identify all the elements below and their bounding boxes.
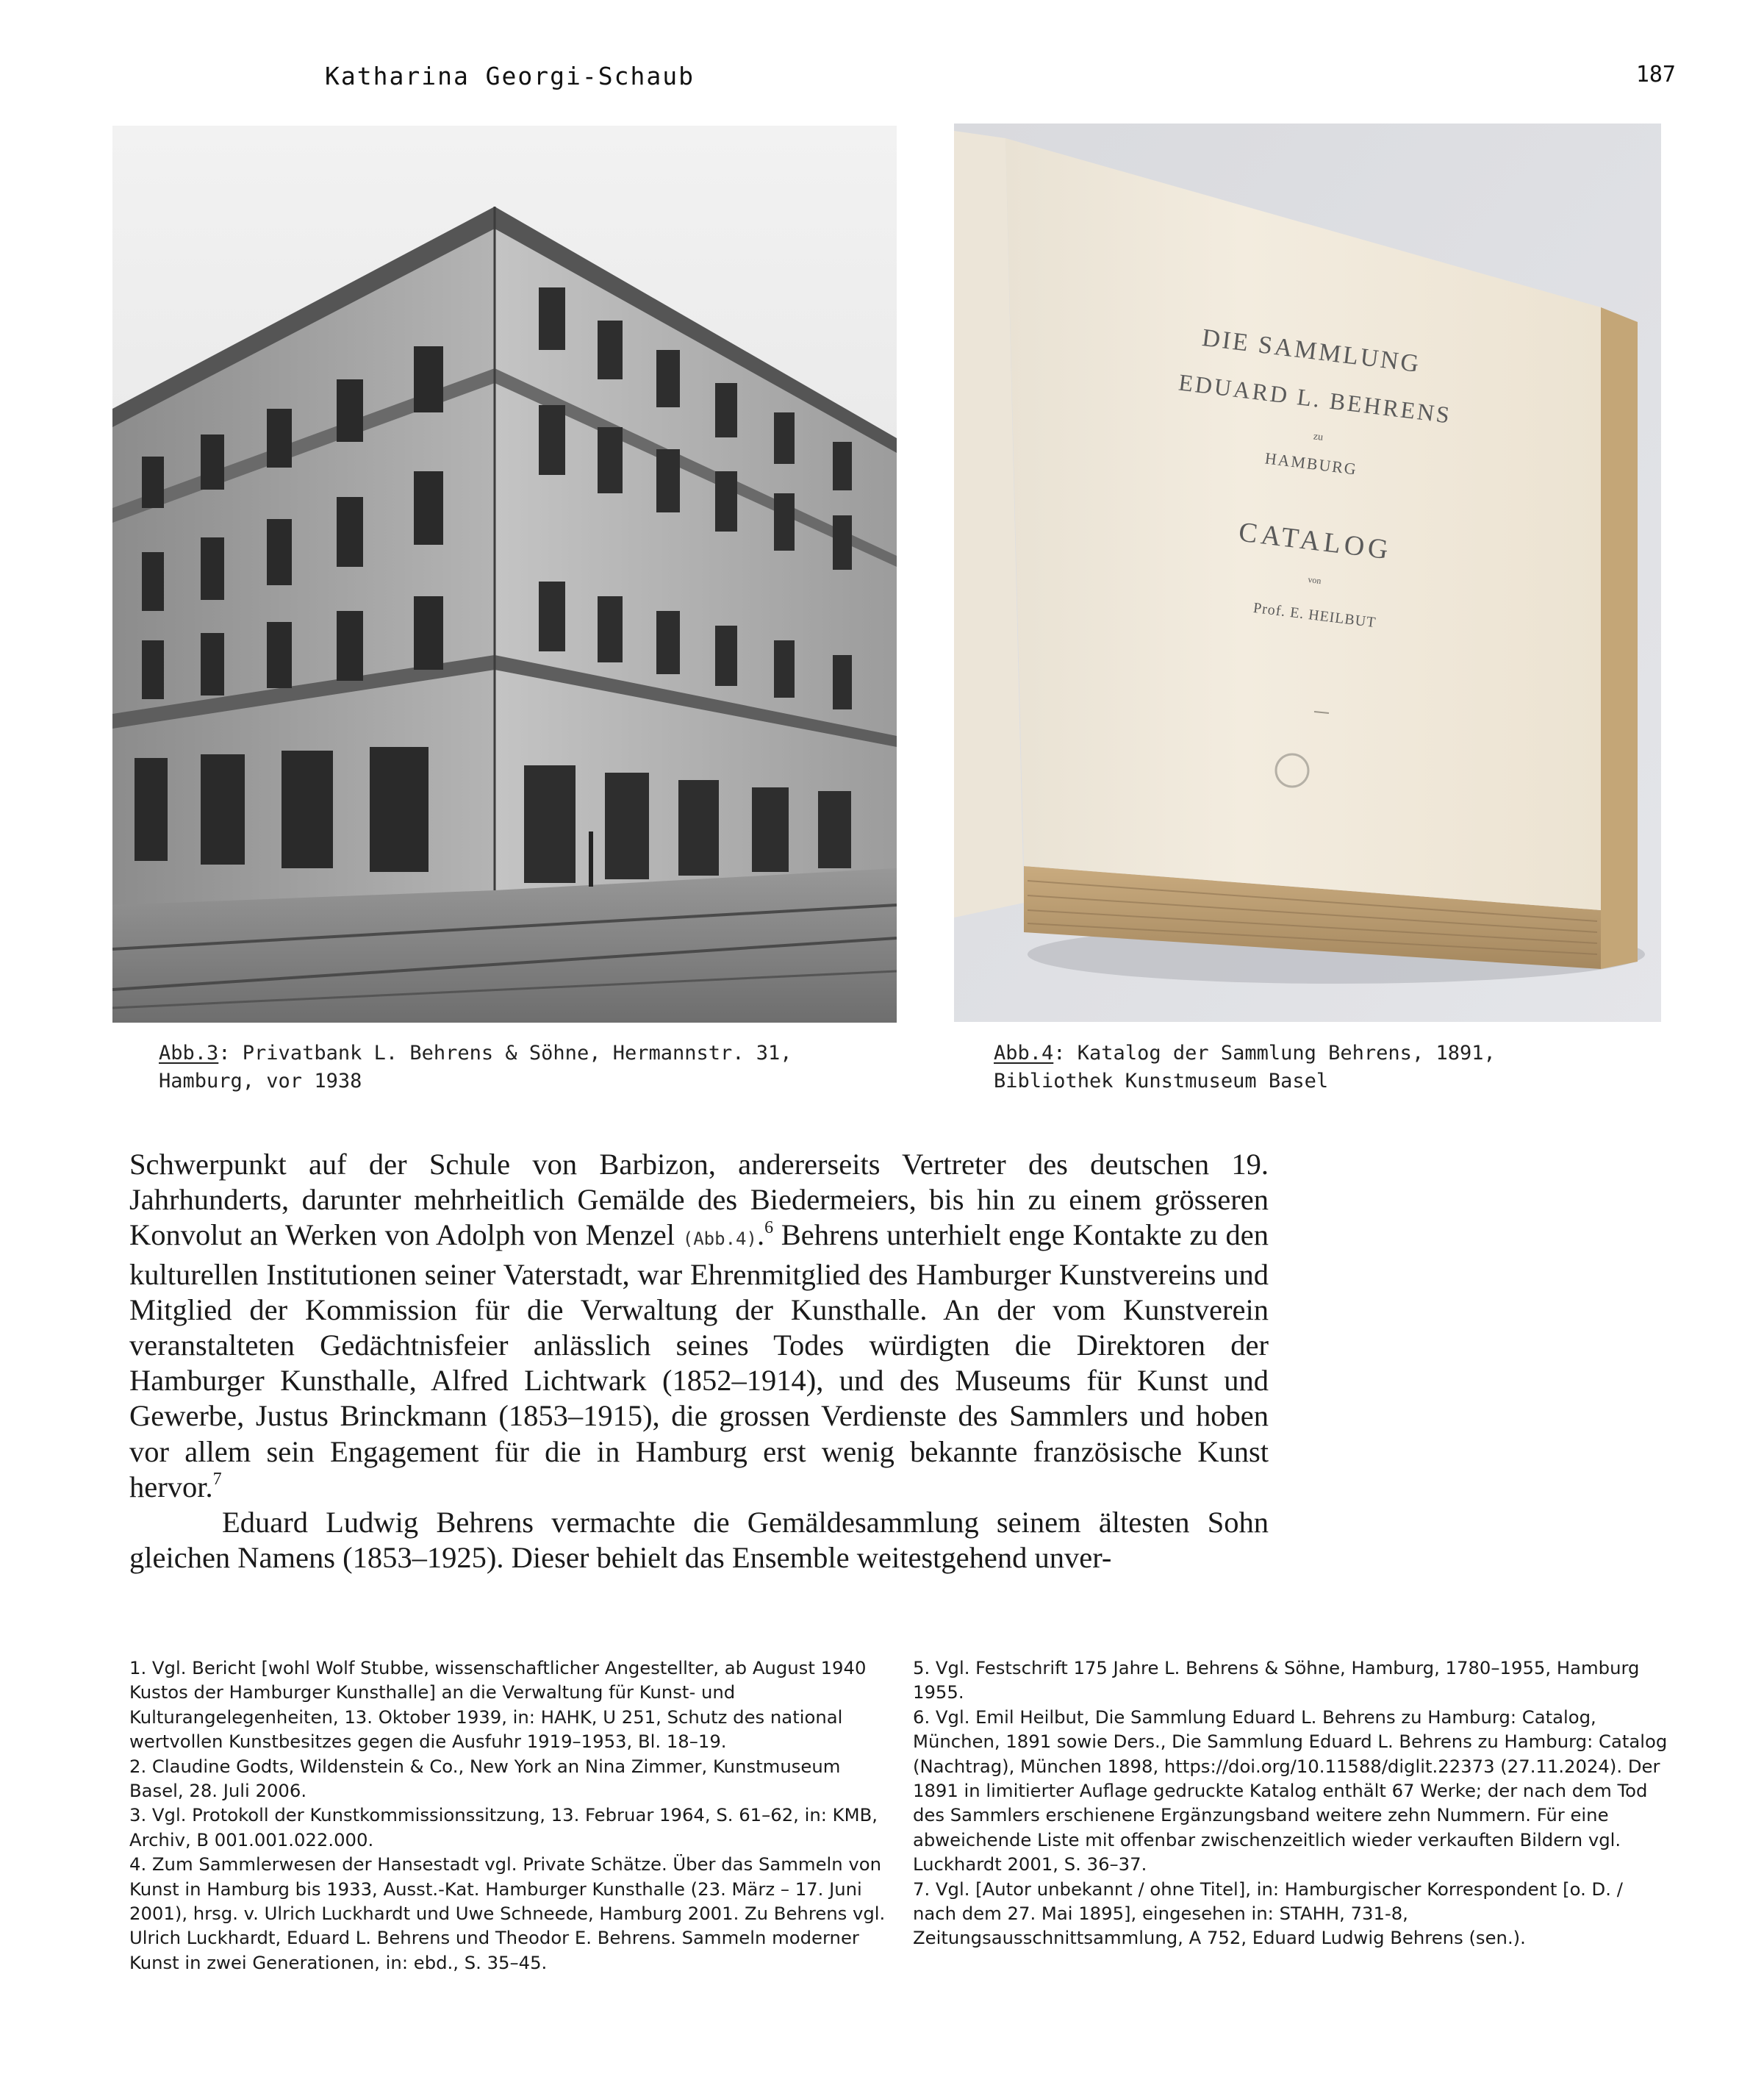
footnote-marker-6[interactable]: 6 xyxy=(764,1217,774,1237)
book-title-line-2: EDUARD L. BEHRENS xyxy=(1177,368,1453,429)
footnote-2: 2. Claudine Godts, Wildenstein & Co., New York an Nina Zimmer, Kunstmuseum Basel, 28. Juli 2006. xyxy=(129,1755,841,1802)
caption-4-label: Abb.4 xyxy=(994,1042,1054,1065)
book-title-line-5: CATALOG xyxy=(1237,516,1394,566)
caption-3-text: : Privatbank L. Behrens & Söhne, Hermannstr. 31, xyxy=(218,1042,792,1065)
caption-figure-3 xyxy=(159,1040,894,1095)
figure-bank-building-photo xyxy=(112,126,897,1023)
figure-reference-abb-4[interactable]: (Abb.4) xyxy=(682,1229,757,1250)
footnote-1: 1. Vgl. Bericht [wohl Wolf Stubbe, wissenschaftlicher Angestellter, ab August 1940 Kustos der Hamburger Kunsthalle] an die Verwaltung für Kunst- und Kulturangelegenheiten, 13. Oktober 1939, in: HAHK, U 251, Schutz des national wertvollen Kunstbesitzes gegen die Ausfuhr 1919–1953, Bl. 18–19. xyxy=(129,1657,867,1753)
caption-3-label: Abb.3 xyxy=(159,1042,219,1065)
body-text xyxy=(129,1147,1269,1576)
catalog-book-illustration xyxy=(954,124,1661,1022)
paragraph-1-part-c: Behrens unterhielt enge Kontakte zu den kulturellen Institutionen seiner Vaterstadt, war Ehrenmitglied des Hamburger Kunstvereins und Mitglied der Kommission für die Verwaltung der Kunsthalle. An der vom Kunstverein veranstalteten Gedächtnisfeier anlässlich seines Todes würdigten die Direktoren der Hamburger Kunsthalle, Alfred Lichtwark (1852–1914), und des Museums für Kunst und Gewerbe, Justus Brinckmann (1853–1915), die grossen Verdienste des Sammlers und hoben vor allem sein Engagement für die in Hamburg erst wenig bekannte französische Kunst hervor. xyxy=(129,1218,1269,1503)
book-title-line-1: DIE SAMMLUNG xyxy=(1200,323,1423,379)
footnote-7: 7. Vgl. [Autor unbekannt / ohne Titel], in: Hamburgischer Korrespondent [o. D. / nach dem 27. Mai 1895], eingesehen in: STAHH, 731-8, Zeitungsausschnittsammlung, A 752, Eduard Ludwig Behrens (sen.). xyxy=(913,1878,1623,1949)
running-head-author: Katharina Georgi-Schaub xyxy=(325,62,695,90)
footnotes-left-column xyxy=(129,1656,886,1975)
caption-4-line-2: Bibliothek Kunstmuseum Basel xyxy=(994,1070,1329,1092)
caption-3-line-2: Hamburg, vor 1938 xyxy=(159,1070,362,1092)
paragraph-1 xyxy=(129,1147,1269,1505)
page-number: 187 xyxy=(1635,62,1676,87)
paragraph-1-part-b: . xyxy=(756,1218,765,1252)
book-title-line-6: von xyxy=(1307,573,1322,587)
footnote-marker-7[interactable]: 7 xyxy=(212,1470,222,1489)
caption-4-text: : Katalog der Sammlung Behrens, 1891, xyxy=(1053,1042,1496,1065)
bank-building-illustration xyxy=(112,126,897,1023)
footnotes-right-column xyxy=(913,1656,1670,1950)
footnote-5: 5. Vgl. Festschrift 175 Jahre L. Behrens & Söhne, Hamburg, 1780–1955, Hamburg 1955. xyxy=(913,1657,1640,1703)
book-title-line-4: HAMBURG xyxy=(1263,448,1359,479)
page-header xyxy=(0,0,1764,118)
footnote-6: 6. Vgl. Emil Heilbut, Die Sammlung Eduard L. Behrens zu Hamburg: Catalog, München, 1891 sowie Ders., Die Sammlung Eduard L. Behrens zu Hamburg: Catalog (Nachtrag), München 1898, https://doi.org/10.11588/diglit.22373 (27.11.2024). Der 1891 in limitierter Auflage gedruckte Katalog enthält 67 Werke; der nach dem Tod des Sammlers erschienene Ergänzungsband weitere zehn Nummern. Für eine abweichende Liste mit offenbar zwischenzeitlich wieder verkauften Bildern vgl. Luckhardt 2001, S. 36–37. xyxy=(913,1706,1668,1875)
footnote-3: 3. Vgl. Protokoll der Kunstkommissionssitzung, 13. Februar 1964, S. 61–62, in: KMB, Archiv, B 001.001.022.000. xyxy=(129,1804,878,1850)
figure-catalog-photo xyxy=(954,124,1661,1022)
paragraph-1-part-a: Schwerpunkt auf der Schule von Barbizon, andererseits Vertreter des deutschen 19. Jahrhunderts, darunter mehrheitlich Gemälde des Biedermeiers, bis hin zu einem grösseren Konvolut an Werken von Adolph von Menzel xyxy=(129,1148,1269,1252)
book-title-line-7: Prof. E. HEILBUT xyxy=(1252,599,1377,632)
footnote-4: 4. Zum Sammlerwesen der Hansestadt vgl. Private Schätze. Über das Sammeln von Kunst in Hamburg bis 1933, Ausst.-Kat. Hamburger Kunsthalle (23. März – 17. Juni 2001), hrsg. v. Ulrich Luckhardt und Uwe Schneede, Hamburg 2001. Zu Behrens vgl. Ulrich Luckhardt, Eduard L. Behrens und Theodor E. Behrens. Sammeln moderner Kunst in zwei Generationen, in: ebd., S. 35–45. xyxy=(129,1853,886,1973)
book-title-line-3: zu xyxy=(1312,431,1324,443)
caption-figure-4 xyxy=(994,1040,1670,1095)
paragraph-2: Eduard Ludwig Behrens vermachte die Gemäldesammlung seinem ältesten Sohn gleichen Namens (1853–1925). Dieser behielt das Ensemble weitestgehend unver- xyxy=(129,1506,1269,1575)
